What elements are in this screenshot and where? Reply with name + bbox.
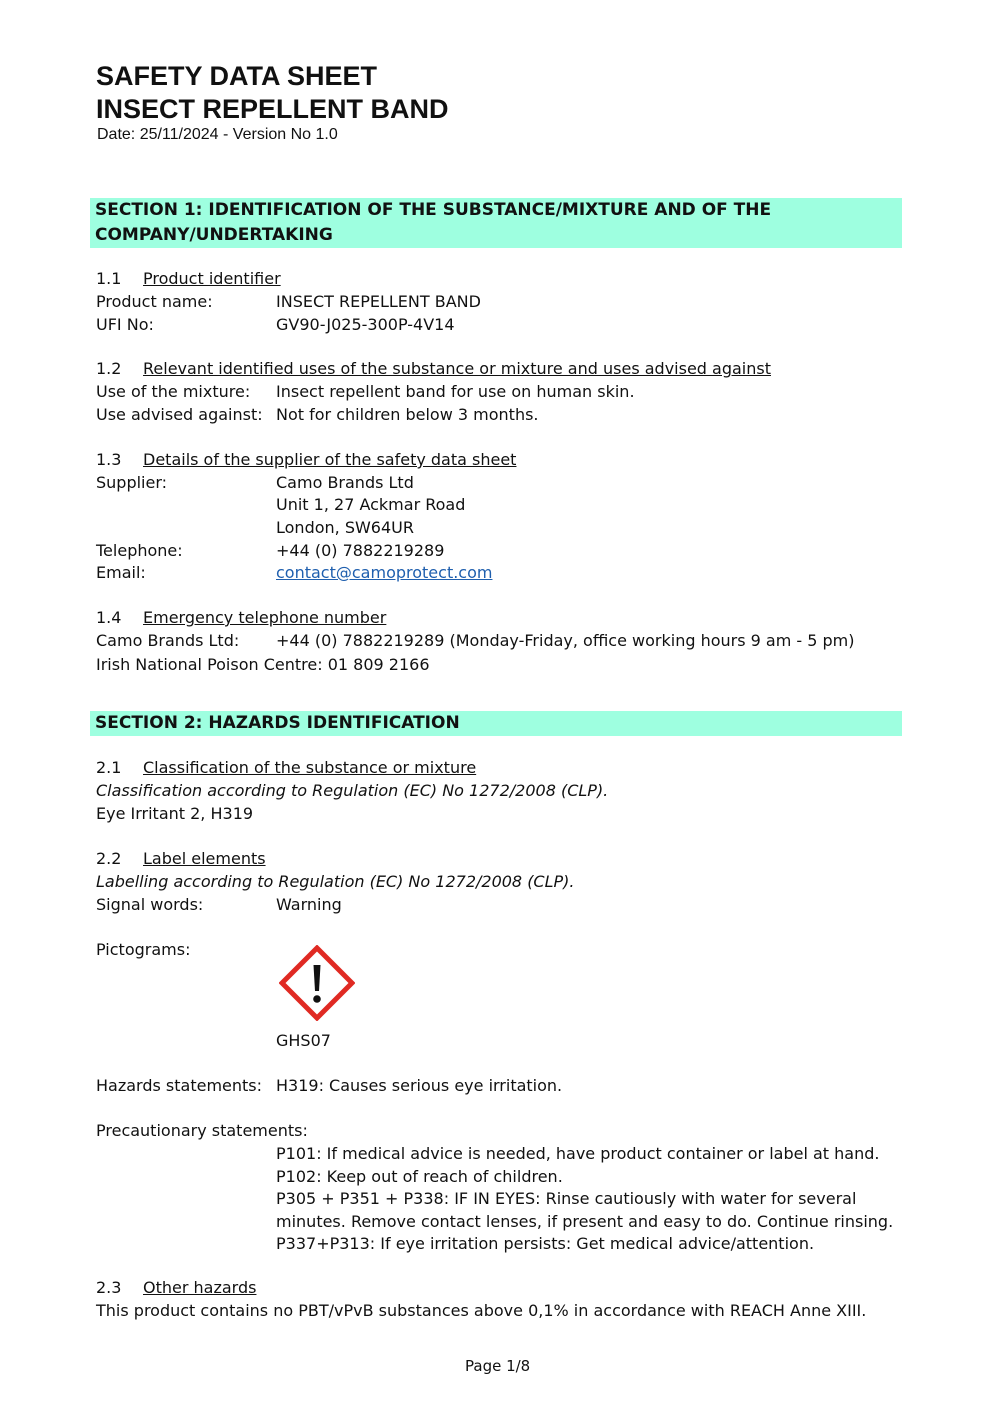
document-title: SAFETY DATA SHEET bbox=[96, 61, 378, 91]
telephone-label: Telephone: bbox=[96, 541, 183, 560]
precautionary-statement: P101: If medical advice is needed, have product container or label at hand. bbox=[276, 1144, 880, 1163]
use-against-label: Use advised against: bbox=[96, 405, 263, 424]
ghs07-exclamation-icon bbox=[279, 945, 355, 1021]
subsection-number: 1.1 bbox=[96, 269, 122, 288]
section-1-heading-line1: SECTION 1: IDENTIFICATION OF THE SUBSTANCE/MIXTURE AND OF THE bbox=[95, 200, 772, 220]
product-name-value: INSECT REPELLENT BAND bbox=[276, 292, 481, 311]
subsection-number: 2.3 bbox=[96, 1278, 122, 1297]
subsection-number: 1.3 bbox=[96, 450, 122, 469]
telephone-value: +44 (0) 7882219289 bbox=[276, 541, 445, 560]
ufi-label: UFI No: bbox=[96, 315, 154, 334]
pictogram-code: GHS07 bbox=[276, 1031, 331, 1050]
section-1-heading-line2: COMPANY/UNDERTAKING bbox=[95, 225, 333, 245]
section-1-heading-band bbox=[90, 198, 902, 248]
page-number: Page 1/8 bbox=[465, 1357, 531, 1375]
subsection-number: 2.1 bbox=[96, 758, 122, 777]
subsection-title: Label elements bbox=[143, 849, 266, 868]
precautionary-statement-continued: minutes. Remove contact lenses, if present and easy to do. Continue rinsing. bbox=[276, 1212, 894, 1231]
hazard-statement: H319: Causes serious eye irritation. bbox=[276, 1076, 563, 1095]
subsection-number: 1.4 bbox=[96, 608, 122, 627]
supplier-city-line: London, SW64UR bbox=[276, 518, 414, 537]
email-link[interactable]: contact@camoprotect.com bbox=[276, 563, 493, 582]
subsection-title: Classification of the substance or mixture bbox=[143, 758, 477, 777]
use-label: Use of the mixture: bbox=[96, 382, 251, 401]
subsection-title: Other hazards bbox=[143, 1278, 257, 1297]
email-label: Email: bbox=[96, 563, 146, 582]
use-value: Insect repellent band for use on human skin. bbox=[276, 382, 635, 401]
emergency-company-value: +44 (0) 7882219289 (Monday-Friday, office working hours 9 am - 5 pm) bbox=[276, 631, 855, 650]
hazard-statements-label: Hazards statements: bbox=[96, 1076, 263, 1095]
subsection-title: Product identifier bbox=[143, 269, 281, 288]
subsection-title: Details of the supplier of the safety data sheet bbox=[143, 450, 517, 469]
labelling-regulation: Labelling according to Regulation (EC) No 1272/2008 (CLP). bbox=[96, 872, 575, 891]
other-hazards-text: This product contains no PBT/vPvB substances above 0,1% in accordance with REACH Anne XIII. bbox=[96, 1301, 867, 1320]
ufi-value: GV90-J025-300P-4V14 bbox=[276, 315, 455, 334]
use-against-value: Not for children below 3 months. bbox=[276, 405, 539, 424]
signal-words-label: Signal words: bbox=[96, 895, 204, 914]
precautionary-statement: P102: Keep out of reach of children. bbox=[276, 1167, 563, 1186]
poison-centre-line: Irish National Poison Centre: 01 809 2166 bbox=[96, 655, 430, 674]
signal-words-value: Warning bbox=[276, 895, 342, 914]
product-name-label: Product name: bbox=[96, 292, 213, 311]
document-date: Date: 25/11/2024 - Version No 1.0 bbox=[97, 126, 338, 143]
supplier-name: Camo Brands Ltd bbox=[276, 473, 414, 492]
classification-regulation: Classification according to Regulation (EC) No 1272/2008 (CLP). bbox=[96, 781, 609, 800]
precautionary-statement: P337+P313: If eye irritation persists: Get medical advice/attention. bbox=[276, 1234, 815, 1253]
classification-value: Eye Irritant 2, H319 bbox=[96, 804, 254, 823]
product-title: INSECT REPELLENT BAND bbox=[96, 94, 449, 124]
section-2-heading-band bbox=[90, 711, 902, 736]
subsection-number: 2.2 bbox=[96, 849, 122, 868]
supplier-address-line: Unit 1, 27 Ackmar Road bbox=[276, 495, 466, 514]
subsection-title: Emergency telephone number bbox=[143, 608, 387, 627]
precautionary-statement: P305 + P351 + P338: IF IN EYES: Rinse cautiously with water for several bbox=[276, 1189, 857, 1208]
subsection-title: Relevant identified uses of the substance or mixture and uses advised against bbox=[143, 359, 771, 378]
supplier-label: Supplier: bbox=[96, 473, 168, 492]
section-2-heading: SECTION 2: HAZARDS IDENTIFICATION bbox=[95, 713, 460, 733]
subsection-number: 1.2 bbox=[96, 359, 122, 378]
precautionary-statements-label: Precautionary statements: bbox=[96, 1121, 308, 1140]
pictograms-label: Pictograms: bbox=[96, 940, 191, 959]
emergency-company-label: Camo Brands Ltd: bbox=[96, 631, 240, 650]
